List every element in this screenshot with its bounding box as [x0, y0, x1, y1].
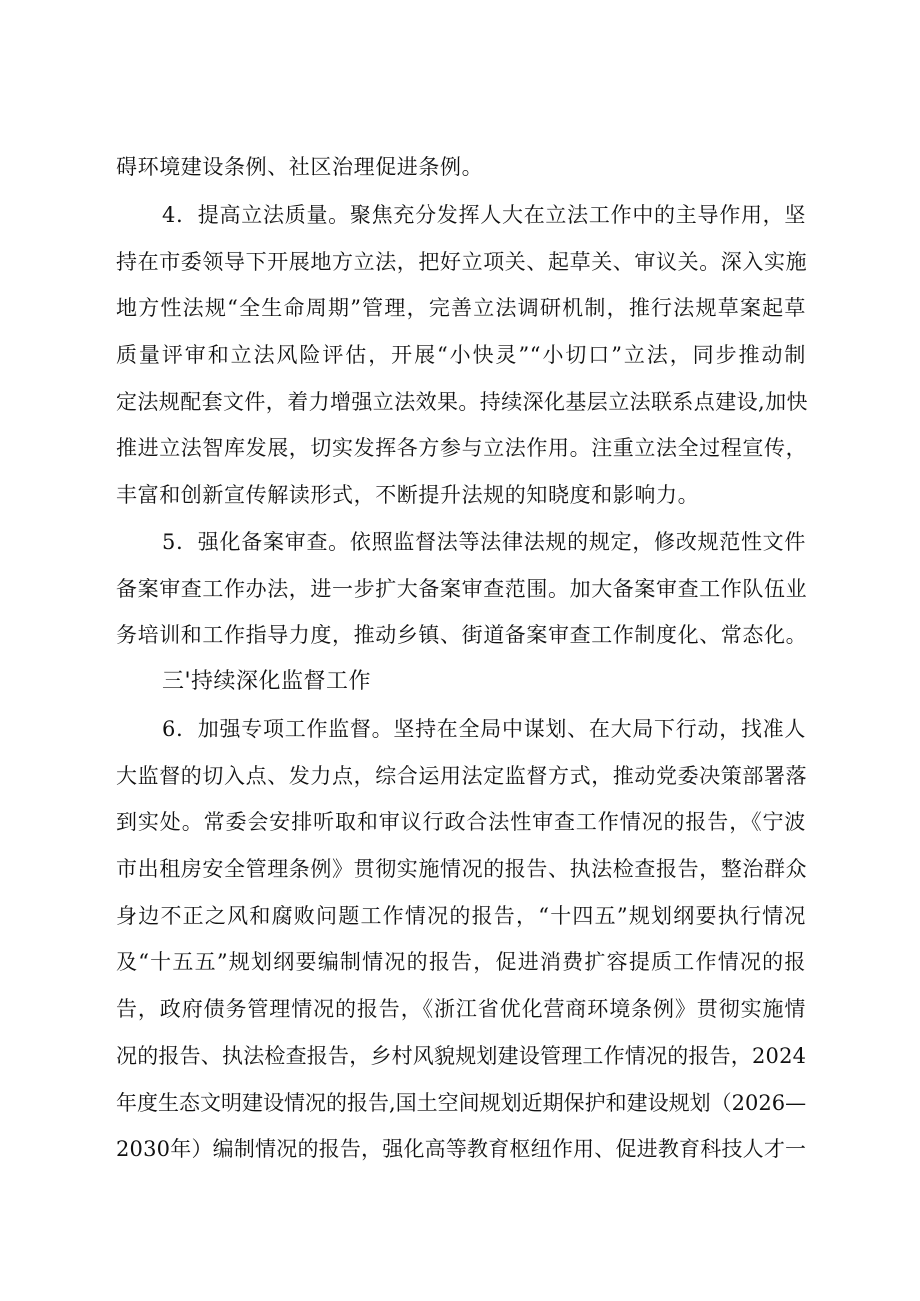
text-line: 定法规配套文件，着力增强立法效果。持续深化基层立法联系点建设,加快 [116, 390, 808, 414]
text-line: 5．强化备案审查。依照监督法等法律法规的规定，修改规范性文件 [162, 530, 806, 554]
text-line: 市出租房安全管理条例》贯彻实施情况的报告、执法检查报告，整治群众 [116, 857, 808, 881]
text-line: 丰富和创新宣传解读形式，不断提升法规的知晓度和影响力。 [116, 483, 700, 507]
text-line: 大监督的切入点、发力点，综合运用法定监督方式，推动党委决策部署落 [116, 764, 808, 788]
text-line: 推进立法智库发展，切实发挥各方参与立法作用。注重立法全过程宣传， [116, 436, 808, 460]
text-line: 年度生态文明建设情况的报告,国土空间规划近期保护和建设规划（2026— [116, 1091, 807, 1115]
text-line: 务培训和工作指导力度，推动乡镇、街道备案审查工作制度化、常态化。 [116, 623, 808, 647]
text-line: 况的报告、执法检查报告，乡村风貌规划建设管理工作情况的报告，2024 [116, 1044, 807, 1068]
text-line: 质量评审和立法风险评估，开展“小快灵”“小切口”立法，同步推动制 [116, 343, 806, 367]
text-line: 2030年）编制情况的报告，强化高等教育枢纽作用、促进教育科技人才一 [116, 1137, 807, 1161]
text-line: 地方性法规“全生命周期”管理，完善立法调研机制，推行法规草案起草 [116, 296, 806, 320]
text-line: 持在市委领导下开展地方立法，把好立项关、起草关、审议关。深入实施 [116, 250, 808, 274]
text-line: 到实处。常委会安排听取和审议行政合法性审查工作情况的报告，《宁波 [116, 810, 806, 834]
text-line: 4．提高立法质量。聚焦充分发挥人大在立法工作中的主导作用，坚 [162, 203, 806, 227]
text-line: 备案审查工作办法，进一步扩大备案审查范围。加大备案审查工作队伍业 [116, 577, 808, 601]
text-line: 告，政府债务管理情况的报告，《浙江省优化营商环境条例》贯彻实施情 [116, 997, 806, 1021]
section-heading: 三'持续深化监督工作 [162, 669, 372, 694]
text-line: 碍环境建设条例、社区治理促进条例。 [116, 155, 484, 179]
text-line: 及“十五五”规划纲要编制情况的报告，促进消费扩容提质工作情况的报 [116, 950, 806, 974]
text-line: 6．加强专项工作监督。坚持在全局中谋划、在大局下行动，找准人 [162, 717, 806, 741]
text-line: 身边不正之风和腐败问题工作情况的报告，“十四五”规划纲要执行情况 [116, 904, 806, 928]
